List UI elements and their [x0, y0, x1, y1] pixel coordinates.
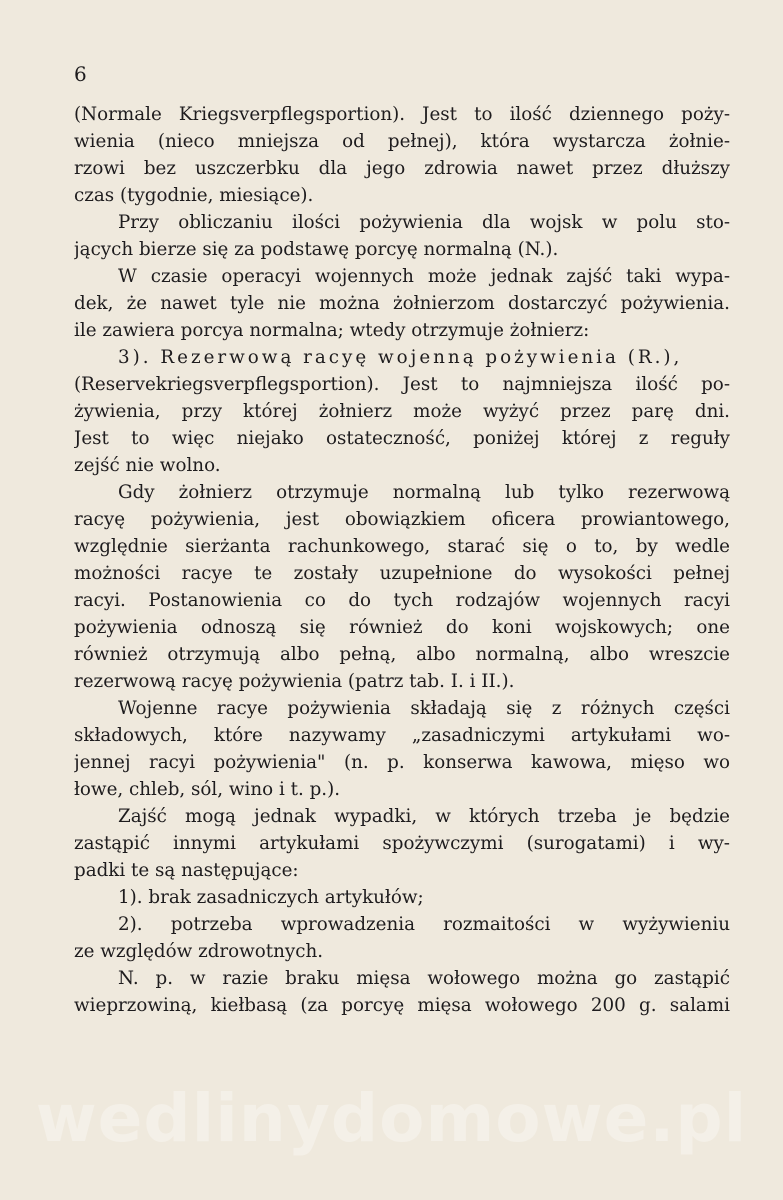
text-line: Gdy żołnierz otrzymuje normalną lub tylko rezerwową: [118, 482, 730, 503]
watermark: wedlinydomowe.pl: [35, 1080, 748, 1157]
body-text: [74, 101, 730, 1019]
page-number: 6: [74, 62, 88, 86]
text-line: 1). brak zasadniczych artykułów;: [118, 887, 424, 908]
text-line: padki te są następujące:: [74, 860, 299, 881]
text-line: dek, że nawet tyle nie można żołnierzom dostarczyć pożywienia.: [74, 293, 730, 314]
text-line: składowych, które nazywamy „zasadniczymi artykułami wo-: [74, 725, 730, 746]
text-line: pożywienia odnoszą się również do koni wojskowych; one: [74, 617, 730, 638]
text-line: względnie sierżanta rachunkowego, starać się o to, by wedle: [74, 536, 730, 557]
text-line: (Normale Kriegsverpflegsportion). Jest to ilość dziennego poży-: [74, 104, 730, 125]
text-line: Wojenne racye pożywienia składają się z różnych części: [118, 698, 730, 719]
text-line: (Reservekriegsverpflegsportion). Jest to najmniejsza ilość po-: [74, 374, 730, 395]
text-line: W czasie operacyi wojennych może jednak zajść taki wypa-: [118, 266, 730, 287]
text-line: Jest to więc niejako ostateczność, poniżej której z reguły: [74, 428, 730, 449]
text-line: 3). Rezerwową racyę wojenną pożywienia (R.),: [118, 347, 683, 368]
text-line: łowe, chleb, sól, wino i t. p.).: [74, 779, 341, 800]
text-line: ze względów zdrowotnych.: [74, 941, 324, 962]
text-line: rzowi bez uszczerbku dla jego zdrowia nawet przez dłuższy: [74, 158, 730, 179]
text-line: ile zawiera porcya normalna; wtedy otrzymuje żołnierz:: [74, 320, 590, 341]
text-line: zejść nie wolno.: [74, 455, 221, 476]
text-line: racyi. Postanowienia co do tych rodzajów wojennych racyi: [74, 590, 730, 611]
text-line: wienia (nieco mniejsza od pełnej), która wystarcza żołnie-: [74, 131, 730, 152]
text-line: N. p. w razie braku mięsa wołowego można go zastąpić: [118, 968, 730, 989]
text-line: również otrzymują albo pełną, albo normalną, albo wreszcie: [74, 644, 730, 665]
text-line: możności racye te zostały uzupełnione do wysokości pełnej: [74, 563, 730, 584]
text-line: racyę pożywienia, jest obowiązkiem oficera prowiantowego,: [74, 509, 730, 530]
text-line: Przy obliczaniu ilości pożywienia dla wojsk w polu sto-: [118, 212, 730, 233]
text-line: wieprzowiną, kiełbasą (za porcyę mięsa wołowego 200 g. salami: [74, 995, 730, 1016]
text-line: jennej racyi pożywienia" (n. p. konserwa kawowa, mięso wo: [74, 752, 730, 773]
text-line: zastąpić innymi artykułami spożywczymi (surogatami) i wy-: [74, 833, 730, 854]
text-line: jących bierze się za podstawę porcyę normalną (N.).: [74, 239, 559, 260]
text-line: czas (tygodnie, miesiące).: [74, 185, 314, 206]
text-line: żywienia, przy której żołnierz może wyżyć przez parę dni.: [74, 401, 730, 422]
text-line: 2). potrzeba wprowadzenia rozmaitości w wyżywieniu: [118, 914, 730, 935]
text-line: rezerwową racyę pożywienia (patrz tab. I. i II.).: [74, 671, 515, 692]
text-line: Zajść mogą jednak wypadki, w których trzeba je będzie: [118, 806, 730, 827]
